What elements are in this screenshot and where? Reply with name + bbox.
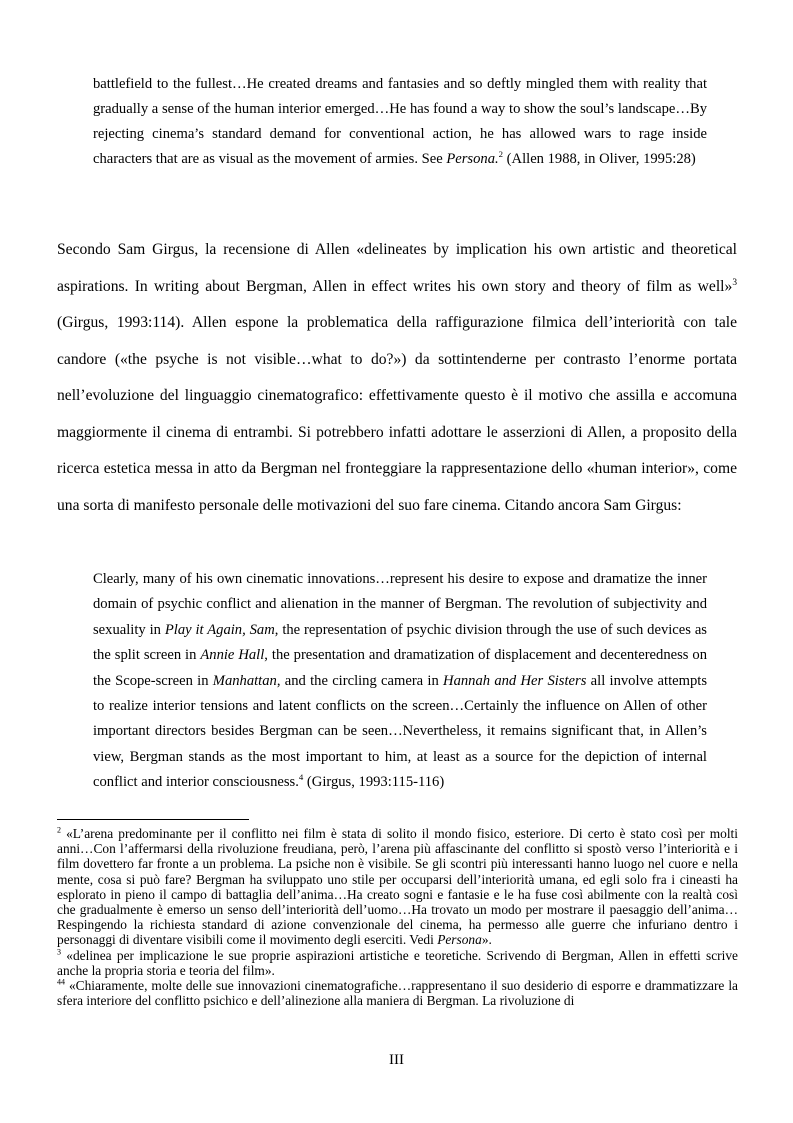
footnote-3: $^3$ «delinea per implicazione le sue proprie aspirazioni artistiche e teoretiche. Scrivendo di Bergman, Allen in effetti scrive anche la propria storia e teoria del film». <box>57 947 738 978</box>
footnote-2: $^2$ «L’arena predominante per il conflitto nei film è stata di solito il mondo fisico, esteriore. Di certo è stato così per molti anni…Con l’affermarsi della rivoluzione freudiana, però, l’arena più affascinante del conflitto si spostò verso l’interiorità e i film dovettero far fronte a un problema. La psiche non è visibile. Se gli scontri più interessanti hanno luogo nel cuore e nella mente, cosa si può fare? Bergman ha sviluppato uno stile per occuparsi dell’interiorità umana, ed egli solo fra i cineasti ha esplorato in pieno il campo di battaglia dell’anima…Ha creato sogni e fantasie e le ha fuse così abilmente con la realtà così che gradualmente è emerso un senso dell’interiorità dell’uomo…Ha trovato un modo per mostrare il paesaggio dell’anima…Respingendo la richiesta standard di azione convenzionale del cinema, ha permesso alle guerre che infuriano dentro i personaggi di diventare visibili come il movimento degli eserciti. Vedi Persona». <box>57 825 738 948</box>
italic-film-title: Play it Again, Sam <box>164 621 275 638</box>
footnotes <box>57 826 738 1008</box>
body-paragraph: Secondo Sam Girgus, la recensione di Allen «delineates by implication his own artistic and theoretical aspirations. In writing about Bergman, Allen in effect writes his own story and theory of film as well»$^3$ (Girgus, 1993:114). Allen espone la problematica della raffigurazione filmica dell’interiorità con tale candore («the psyche is not visible…what to do?») da sottintenderne per contrasto l’enorme portata nell’evoluzione del linguaggio cinematografico: effettivamente questo è il motivo che assilla e accomuna maggiormente il cinema di entrambi. Si potrebbero infatti adottare le asserzioni di Allen, a proposito della ricerca estetica messa in atto da Bergman nel fronteggiare la rappresentazione dello «human interior», come una sorta di manifesto personale delle motivazioni del suo fare cinema. Citando ancora Sam Girgus: <box>57 241 737 514</box>
block-quote-girgus: Clearly, many of his own cinematic innovations…represent his desire to expose and dramatize the inner domain of psychic conflict and alienation in the manner of Bergman. The revolution of subjectivity and sexuality in Play it Again, Sam, the representation of psychic division through the use of such devices as the split screen in Annie Hall, the presentation and dramatization of displacement and decenteredness on the Scope-screen in Manhattan, and the circling camera in Hannah and Her Sisters all involve attempts to realize interior tensions and latent conflicts on the screen…Certainly the influence on Allen of other important directors besides Bergman can be seen…Nevertheless, it remains significant that, in Allen’s view, Bergman stands as the most important to him, at least as a source for the depiction of internal conflict and interior consciousness.$^4$ (Girgus, 1993:115-116) <box>93 571 707 791</box>
italic-film-title: Annie Hall <box>200 647 265 664</box>
footnote-separator <box>57 819 249 820</box>
block-quote-allen: battlefield to the fullest…He created dreams and fantasies and so deftly mingled them with reality that gradually a sense of the human interior emerged…He has found a way to show the soul’s landscape…By rejecting cinema’s standard demand for conventional action, he has allowed wars to rage inside characters that are as visual as the movement of armies. See Persona.$^2$ (Allen 1988, in Oliver, 1995:28) <box>93 76 707 167</box>
footnote-ref-2: 2 <box>498 149 504 160</box>
italic-persona: Persona. <box>446 151 499 167</box>
italic-film-title: Hannah and Her Sisters <box>443 672 587 689</box>
italic-film-title: Manhattan <box>212 672 277 689</box>
page-number: III <box>389 1052 404 1068</box>
footnote-4: $^{44}$ «Chiaramente, molte delle sue innovazioni cinematografiche…rappresentano il suo desiderio di esporre e drammatizzare la sfera interiore del conflitto psichico e dell’alinezione alla maniera di Bergman. La rivoluzione di <box>57 977 738 1009</box>
footnote-ref-3: 3 <box>732 277 737 288</box>
footnote-ref-4: 4 <box>298 772 304 783</box>
